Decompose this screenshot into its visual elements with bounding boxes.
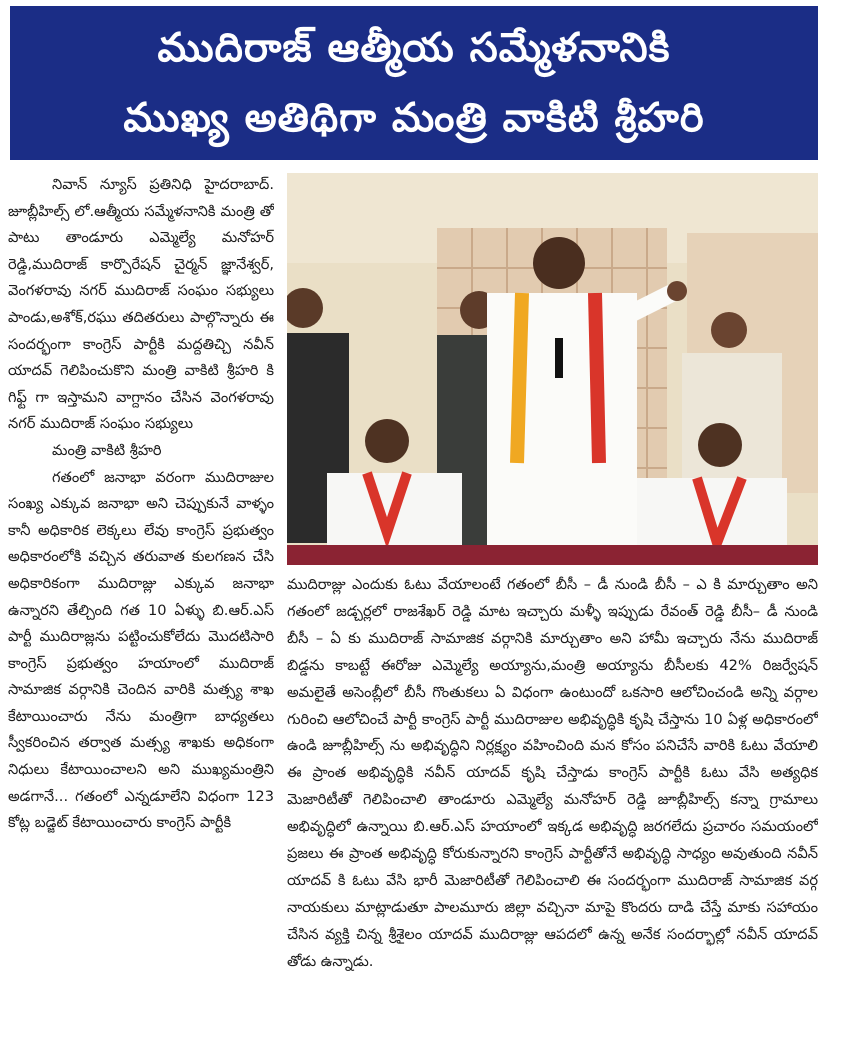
event-photo	[287, 173, 818, 565]
right-column	[287, 572, 818, 1042]
photo-caption: మంత్రి వాకిటి శ్రీహరి	[52, 441, 162, 459]
article-paragraph-1: నివాన్ న్యూస్ ప్రతినిధి హైదరాబాద్. జూబ్లీహిల్స్ లో.ఆత్మీయ సమ్మేళనానికి మంత్రి తో పాటు తాండూరు ఎమ్మెల్యే మనోహర్ రెడ్డి,ముదిరాజ్ కార్పొరేషన్ చైర్మన్ జ్ఞానేశ్వర్, వెంగళరావు నగర్ ముదిరాజ్ సంఘం సభ్యులు పాండు,అశోక్,రఘు తదితరులు పాల్గొన్నారు ఈ సందర్భంగా కాంగ్రెస్ పార్టీకి మద్దతిచ్చి నవీన్ యాదవ్ గెలిపించుకొని మంత్రి వాకిటి శ్రీహరి కి గిఫ్ట్ గా ఇస్తామని వాగ్దానం చేసిన వెంగళరావు నగర్ ముదిరాజ్ సంఘం సభ్యులు	[8, 176, 274, 433]
headline-line-2: ముఖ్య అతిథిగా మంత్రి వాకిటి శ్రీహరి	[123, 95, 705, 141]
event-photo-illustration	[287, 173, 818, 565]
left-column	[8, 172, 274, 1044]
article-paragraph-2: గతంలో జనాభా వరంగా ముదిరాజుల సంఖ్య ఎక్కువ జనాభా అని చెప్పుకునే వాళ్ళం కానీ అధికారిక లెక్కలు లేవు కాంగ్రెస్ ప్రభుత్వం అధికారంలోకి వచ్చిన తరువాత కులగణన చేసి అధికారికంగా ముదిరాజ్లు ఎక్కువ జనాభా ఉన్నారని తేల్చింది గత 10 ఏళ్ళు బి.ఆర్.ఎస్ పార్టీ ముదిరాజ్లను పట్టించుకోలేదు మొదటిసారి కాంగ్రెస్ ప్రభుత్వం హయాంలో ముదిరాజ్ సామాజిక వర్గానికి చెందిన వారికి మత్స్య శాఖ కేటాయించారు నేను మంత్రిగా బాధ్యతలు స్వీకరించిన తర్వాత మత్స్య శాఖకు అధికంగా నిధులు కేటాయించాలని అని ముఖ్యమంత్రిని అడగానే... గతంలో ఎన్నడూలేని విధంగా 123 కోట్ల బడ్జెట్ కేటాయించారు కాంగ్రెస్ పార్టీకి	[8, 468, 274, 832]
article-paragraph-3: ముదిరాజ్లు ఎందుకు ఓటు వేయాలంటే గతంలో బీసీ – డీ నుండి బీసీ – ఎ కి మార్చుతాం అని గతంలో జడ్చర్లలో రాజశేఖర్ రెడ్డి మాట ఇచ్చారు మళ్ళీ ఇప్పుడు రేవంత్ రెడ్డి బీసీ– డీ నుండి బీసీ – ఏ కు ముదిరాజ్ సామాజిక వర్గానికి మార్చుతాం అని హామీ ఇచ్చారు నేను ముదిరాజ్ బిడ్డను కాబట్టే ఈరోజు ఎమ్మెల్యే అయ్యాను,మంత్రి అయ్యాను బీసీలకు 42% రిజర్వేషన్ అమలైతే అసెంబ్లీలో బీసీ గొంతుకలు ఏ విధంగా ఉంటుందో ఒకసారి ఆలోచించండి అన్ని వర్గాల గురించి ఆలోచించే పార్టీ కాంగ్రెస్ పార్టీ ముదిరాజుల అభివృద్ధికి కృషి చేస్తాను 10 ఏళ్ల అధికారంలో ఉండి జూబ్లీహిల్స్ ను అభివృద్ధిని నిర్లక్ష్యం వహించింది మన కోసం పనిచేసే వారికి ఓటు వేయాలి ఈ ప్రాంత అభివృద్ధికి నవీన్ యాదవ్ కృషి చేస్తాడు కాంగ్రెస్ పార్టీకి ఓటు వేసి అత్యధిక మెజారిటీతో గెలిపించాలి తాండూరు ఎమ్మెల్యే మనోహర్ రెడ్డి జూబ్లీహిల్స్ కన్నా గ్రామాలు అభివృద్ధిలో ఉన్నాయి బి.ఆర్.ఎస్ హయాంలో ఇక్కడ అభివృద్ధి జరగలేదు ప్రచారం సమయంలో ప్రజలు ఈ ప్రాంత అభివృద్ధి కోరుకున్నారని కాంగ్రెస్ పార్టీతోనే అభివృద్ధి సాధ్యం అవుతుంది నవీన్ యాదవ్ కి ఓటు వేసి భారీ మెజారిటీతో గెలిపించాలి ఈ సందర్భంగా ముదిరాజ్ సామాజిక వర్గ నాయకులు మాట్లాడుతూ పాలమూరు జిల్లా వచ్చినా మాపై కొందరు దాడి చేస్తే మాకు సహాయం చేసిన వ్యక్తి చిన్న శ్రీశైలం యాదవ్ ముదిరాజ్లు ఆపదలో ఉన్న అనేక సందర్భాల్లో నవీన్ యాదవ్ తోడు ఉన్నాడు.	[287, 576, 818, 970]
headline-banner	[10, 6, 818, 160]
headline-line-1: ముదిరాజ్ ఆత్మీయ సమ్మేళనానికి	[157, 25, 671, 71]
